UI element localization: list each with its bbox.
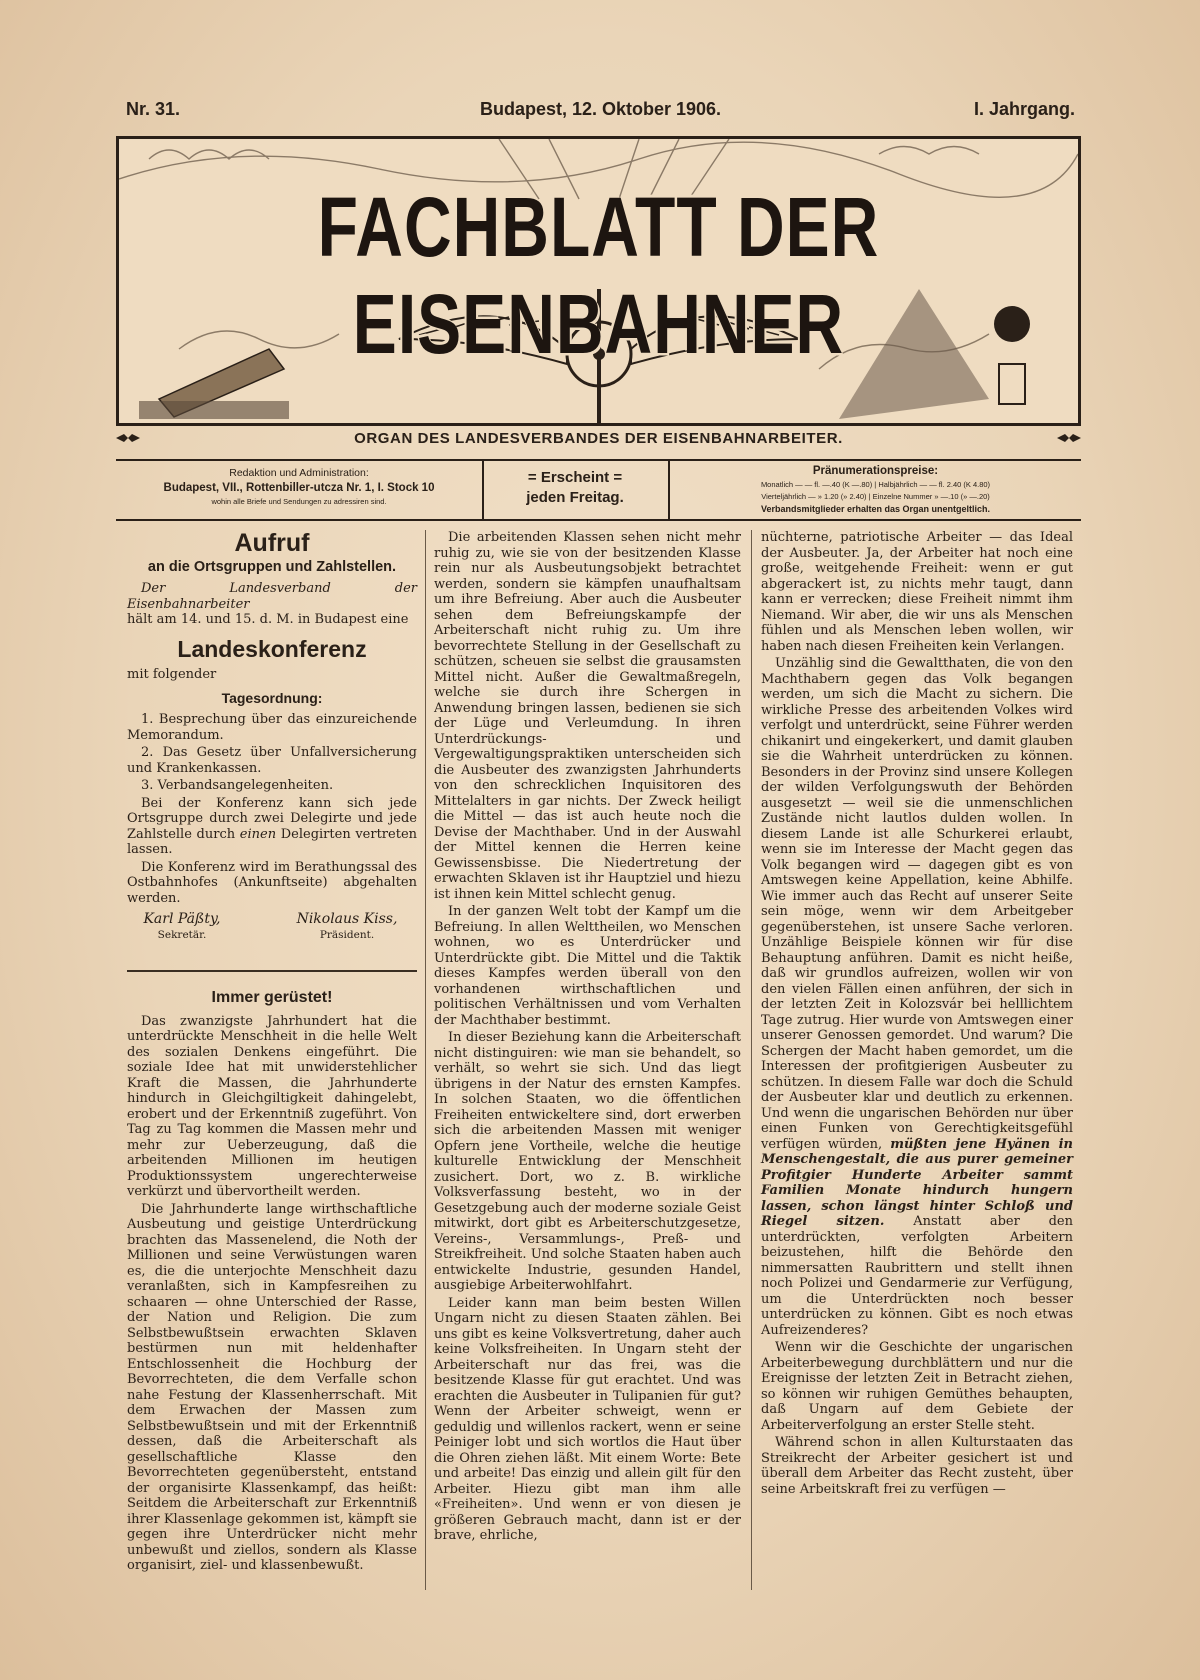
organ-line — [116, 430, 1081, 452]
mit-folgender: mit folgender — [127, 667, 217, 682]
body-paragraph: Leider kann man beim besten Willen Ungarn nicht zu diesen Staaten zählen. Bei uns gibt es keine Volksvertretung, daher auch keine Volksfreiheiten. In Ungarn steht der Arbeiterschaft nur das frei, was die besitzende Klasse für gut erachtet. Und was erachten die Ausbeuter in Tulipanien für gut? Wenn der Arbeiter schweigt, wenn er geduldig und willenlos rackert, wenn er seine Peiniger lobt und sich wortlos die Haut über die Ohren ziehen läßt. Mit einem Worte: Bete und arbeite! Das einzig und allein gilt für den Arbeiter. Hiezu gibt man ihm alle «Freiheiten». Und wenn er von diesen je größeren Gebrauch macht, dann ist er der brave, ehrliche, — [434, 1295, 741, 1543]
body-text: Anstatt aber den unterdrückten, verfolgten Arbeitern beizustehen, hilft die Behörde den nimmersatten Raubrittern und stellt ihnen noch Polizei und Gendarmerie zur Verfügung, um die Unterdrückten noch besser unterdrücken zu können. Gibt es noch etwas Aufreizenderes? — [761, 1214, 1073, 1338]
prices-line1: Monatlich — — fl. —.40 (K —.80) | Halbjährlich — — fl. 2.40 (K 4.80) — [760, 480, 991, 489]
delegates-italic: einen — [239, 826, 277, 842]
aufruf-title: Aufruf — [234, 529, 310, 557]
ornament-icon — [116, 434, 140, 442]
section-divider — [127, 970, 417, 972]
body-paragraph: Die arbeitenden Klassen sehen nicht mehr ruhig zu, wie sie von der besitzenden Klasse rein nur als Ausbeutungsobjekt betrachtet werden, sondern sie kämpfen unaufhaltsam um ihre Befreiung. Aber auch die Ausbeuter sehen dem Befreiungskampfe der Arbeiterschaft nicht ruhig zu. Um ihre bevorrechtete Stellung in der Gesellschaft zu schützen, scheuen sie selbst die grausamsten Mittel nicht. Außer die Gewaltmaßregeln, welche sie durch ihre Schergen in Anwendung bringen lassen, bedienen sie sich der Lüge und Verleumdung. In ihren Unterdrückungs- und Vergewaltigungspraktiken unterscheiden sich die Ausbeuter des zwanzigsten Jahrhunderts von den schrecklichen Inquisitoren des Mittelalters in gar nichts. Der Zweck heiligt die Mittel — das ist auch heute noch die Devise der Machthaber. Und in der Auswahl der Mittel kennen die Herren keine Gewissensbisse. Die Niedertretung der erwachten Sklaven ist ihr Hauptziel und hiezu ist ihnen kein Mittel schlecht genug. — [434, 530, 741, 902]
members-note: Verbandsmitglieder erhalten das Organ unentgeltlich. — [760, 504, 991, 514]
delegates-text-1: Bei der Konferenz kann sich jede Ortsgruppe durch zwei Delegirte und jede Zahlstelle durch — [127, 795, 417, 842]
signature-name: Nikolaus Kiss, — [296, 911, 398, 927]
issue-volume: I. Jahrgang. — [973, 99, 1075, 119]
delegates-paragraph — [127, 796, 417, 858]
immer-title: Immer gerüstet! — [211, 989, 333, 1006]
body-text: Unzählig sind die Gewaltthaten, die von den Machthabern gegen das Volk begangen werden, um sich die Macht zu sichern. Die wirkliche Presse des arbeitenden Volkes wird verfolgt und unterdrückt, seine Führer werden chikanirt und eingekerkert, und damit glauben sie die Wahrheit unterdrücken zu können. Besonders in der Provinz sind unsere Kollegen der wilden Verfolgungswuth der Behörden ausgesetzt — weil sie die unmenschlichen Zustände nicht lautlos dulden wollen. In diesem Lande ist alle Schurkerei erlaubt, wenn sie im Interesse der Macht gegen das Volk begangen wird — dagegen gibt es von Amtswegen keine Appellation, keine Abhilfe. Wie immer auch das Recht auf unserer Seite sein möge, wenn wir dem Arbeitgeber gegenüberstehen, ist unsere Sache verloren. Unzählige Beispiele können wir für dise Behauptung anführen. Damit es nicht heiße, daß wir grundlos aufreizen, wollen wir von den vielen Fällen einen anführen, der sich in der letzten Zeit in Kolozsvár bei helllichtem Tage zutrug. Hier wurde von Amtswegen einer unserer Genossen gemordet. Und warum? Die Schergen der Macht haben gemordet, um die Interessen der profitgierigen Ausbeuter zu schützen. In diesem Falle war doch die Schuld der Ausbeuter klar und deutlich zu erkennen. Und wenn die ungarischen Behörden nur über einen Funken von Gerechtigkeitsgefühl verfügen würden, — [761, 656, 1073, 1152]
column-2 — [434, 530, 741, 1546]
erscheint-line2: jeden Freitag. — [526, 489, 624, 506]
body-paragraph: In dieser Beziehung kann die Arbeiterschaft nicht distinguiren: wie man sie behandelt, so verhält, so wehrt sie sich. Und das liegt übrigens in der Natur des ernsten Kampfes. In solchen Staaten, wo die öffentlichen Freiheiten entwickeltere sind, dort erwerben sich die arbeitenden Massen mit weniger Opfern jene Vortheile, welche die heutige kulturelle Entwicklung der Menschheit zusichert. Dort, wo z. B. wirkliche Volksverfassung besteht, wo in der Gesetzgebung auch der moderne soziale Geist mitwirkt, dort gibt es Arbeiterschutzgesetze, Vereins-, Versammlungs-, Preß- und Streikfreiheit. Und solche Staaten haben auch entwickelte Industrie, gesunden Handel, ausgiebige Arbeiterwohlfahrt. — [434, 1030, 741, 1293]
venue-paragraph: Die Konferenz wird im Berathungssal des Ostbahnhofes (Ankunftseite) abgehalten werden. — [127, 859, 417, 906]
delegates-text-2: Delegirten vertreten lassen. — [127, 826, 418, 857]
redaktion-note: wohin alle Briefe und Sendungen zu adressiren sind. — [211, 497, 387, 506]
signature-title: Sekretär. — [157, 928, 207, 941]
ornament-icon — [1057, 434, 1081, 442]
publication-frequency — [482, 461, 670, 519]
signature-president — [277, 912, 417, 943]
redaktion-label: Redaktion und Administration: — [229, 467, 369, 479]
signature-secretary — [127, 912, 237, 943]
body-paragraph: Während schon in allen Kulturstaaten das Streikrecht der Arbeiter gesichert ist und überall dem Arbeiter das Recht zusteht, über seine Arbeitskraft frei zu verfügen — — [761, 1435, 1073, 1497]
body-paragraph: In der ganzen Welt tobt der Kampf um die Befreiung. In allen Welttheilen, wo Menschen wohnen, wo es Unterdrücker und Unterdrückte gibt. Die Mittel und die Taktik dieses Kampfes werden überall von den vorhandenen wirthschaftlichen und politischen Verhältnissen und vom Verhalten der Machthaber bestimmt. — [434, 904, 741, 1028]
agenda-item: 1. Besprechung über das einzureichende Memorandum. — [127, 712, 417, 743]
info-bar — [116, 459, 1081, 521]
aufruf-intro-italic: Der Landesverband der Eisenbahnarbeiter — [127, 581, 417, 612]
agenda-item: 2. Das Gesetz über Unfallversicherung und Krankenkassen. — [127, 745, 417, 776]
prices-title: Pränumerationspreise: — [812, 465, 939, 477]
signature-name: Karl Päßty, — [143, 911, 221, 927]
aufruf-intro — [127, 581, 417, 628]
column-1 — [127, 530, 417, 1576]
agenda-item: 3. Verbandsangelegenheiten. — [141, 778, 334, 793]
body-paragraph: Das zwanzigste Jahrhundert hat die unterdrückte Menschheit in die helle Welt des sozialen Denkens eingeführt. Die soziale Idee hat mit unwiderstehlicher Kraft die Massen, die Jahrhunderte hindurch in Gleichgiltigkeit dahingelebt, erobert und der Erkenntniß zugeführt. Von Tag zu Tag kommen die Massen mehr und mehr zur Ueberzeugung, daß die arbeitenden Millionen im heutigen Produktionssystem ungerechterweise verkürzt und übervortheilt werden. — [127, 1013, 417, 1199]
body-paragraph: Die Jahrhunderte lange wirthschaftliche Ausbeutung und geistige Unterdrückung brachten das Massenelend, die Noth der Millionen und seine Verwüstungen waren es, die die unterjochte Menschheit dazu veranlaßten, sich in Kampfesreihen zu schaaren — ohne Unterschied der Rasse, der Nation und Religion. Die zum Selbstbewußtsein erwachten Sklaven bestürmen nun mit heldenhafter Entschlossenheit die Hochburg der Bevorrechteten, die dem Verfalle schon nahe Festung der Klassenherrschaft. Mit dem Erwachen der Massen zum Selbstbewußtsein und mit der Erkenntniß dessen, daß die Arbeiterschaft als gesellschaftliche Klasse den Bevorrechteten gegenübersteht, entstand der organisirte Klassenkampf, das heißt: Seitdem die Arbeiterschaft zur Erkenntniß ihrer Klassenlage gekommen ist, kämpft sie gegen ihre Unterdrücker nicht mehr unbewußt und ziellos, sondern als Klasse organisirt, ziel- und klassenbewußt. — [127, 1201, 417, 1573]
aufruf-subtitle: an die Ortsgruppen und Zahlstellen. — [147, 558, 397, 575]
subscription-prices — [670, 461, 1081, 519]
masthead-illustration — [116, 136, 1081, 426]
prices-line2: Vierteljährlich — » 1.20 (» 2.40) | Einzelne Nummer » —.10 (» —.20) — [761, 492, 990, 501]
body-paragraph: Wenn wir die Geschichte der ungarischen Arbeiterbewegung durchblättern und nur die Ereignisse der letzten Zeit in Betracht ziehen, so können wir ruhigen Gemüthes behaupten, daß Ungarn auf dem Gebiete der Arbeiterverfolgung an erster Stelle steht. — [761, 1340, 1073, 1433]
column-3 — [761, 530, 1073, 1499]
body-paragraph — [761, 656, 1073, 1338]
masthead-title: FACHBLATT DER EISENBAHNER — [317, 179, 880, 371]
aufruf-intro-rest: hält am 14. und 15. d. M. in Budapest eine — [127, 612, 409, 627]
editorial-address — [116, 461, 484, 519]
body-emphasis: müßten jene Hyänen in Menschengestalt, die aus purer gemeiner Profitgier Hunderte Arbeiter sammt Familien Monate hindurch hungern lassen, schon längst hinter Schloß und Riegel sitzen. — [761, 1136, 1073, 1229]
issue-header — [126, 99, 1075, 127]
agenda-title: Tagesordnung: — [221, 689, 323, 706]
signatures — [127, 912, 417, 956]
body-paragraph: nüchterne, patriotische Arbeiter — das Ideal der Ausbeuter. Ja, der Arbeiter hat noch eine große, weitgehende Freiheit: wenn er gut abgerackert ist, zu nichts mehr taugt, dann kann er verrecken; diese Freiheit nimmt ihm Niemand. Wir aber, die wir uns als Menschen fühlen und als Menschen leben wollen, wir haben nach diesen Freiheiten kein Verlangen. — [761, 530, 1073, 654]
signature-title: Präsident. — [319, 928, 375, 941]
conference-title: Landeskonferenz — [177, 635, 367, 662]
column-rule — [425, 530, 426, 1590]
issue-dateline: Budapest, 12. Oktober 1906. — [479, 99, 722, 119]
erscheint-line1: = Erscheint = — [527, 469, 623, 486]
organ-text: ORGAN DES LANDESVERBANDES DER EISENBAHNARBEITER. — [354, 430, 843, 447]
column-rule — [751, 530, 752, 1590]
redaktion-address: Budapest, VII., Rottenbiller-utcza Nr. 1, I. Stock 10 — [163, 482, 435, 494]
issue-number: Nr. 31. — [126, 99, 181, 119]
